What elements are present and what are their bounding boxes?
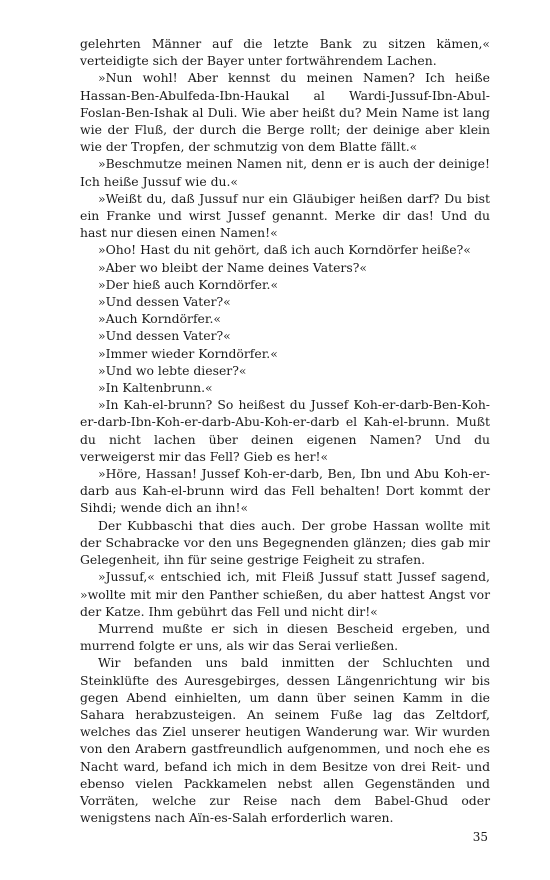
paragraph: »Oho! Hast du nit gehört, daß ich auch Korndörfer heiße?« <box>98 242 471 258</box>
paragraph: »Auch Korndörfer.« <box>98 311 221 327</box>
paragraph: gelehrten Männer auf die letzte Bank zu sitzen kämen,« verteidigte sich der Bayer unter fortwährendem Lachen. <box>80 36 490 69</box>
paragraph: »Nun wohl! Aber kennst du meinen Namen? Ich heiße Hassan-Ben-Abulfeda-Ibn-Haukal al Wardi-Jussuf-Ibn-Abul-Foslan-Ben-Ishak al Duli. Wie aber heißt du? Mein Name ist lang wie der Fluß, der durch die Berge rollt; der deinige aber klein wie der Tropfen, der schmutzig von dem Blatte fällt.« <box>80 70 490 155</box>
paragraph: »Höre, Hassan! Jussef Koh-er-darb, Ben, Ibn und Abu Koh-er-darb aus Kah-el-brunn wird das Fell behalten! Dort kommt der Sihdi; wende dich an ihn!« <box>80 466 490 516</box>
page-body <box>80 35 490 826</box>
paragraph: »In Kaltenbrunn.« <box>98 380 213 396</box>
paragraph: »Und dessen Vater?« <box>98 294 231 310</box>
paragraph: »Der hieß auch Korndörfer.« <box>98 276 279 292</box>
paragraph: Wir befanden uns bald inmitten der Schluchten und Steinklüfte des Auresgebirges, dessen Längenrichtung wir bis gegen Abend einhielten, um dann über seinen Kamm in die Sahara herabzusteigen. An seinem Fuße lag das Zeltdorf, welches das Ziel unserer heutigen Wanderung war. Wir wurden von den Arabern gastfreundlich aufgenommen, und noch ehe es Nacht ward, befand ich mich in dem Besitze von drei Reit- und ebenso vielen Packkamelen nebst allen Gegenständen und Vorräten, welche zur Reise nach dem Babel-Ghud oder wenigstens nach Aïn-es-Salah erforderlich waren. <box>80 655 490 826</box>
paragraph: »Jussuf,« entschied ich, mit Fleiß Jussuf statt Jussef sagend, »wollte mit mir den Panther schießen, du aber hattest Angst vor der Katze. Ihm gebührt das Fell und nicht dir!« <box>80 569 490 619</box>
paragraph: »Weißt du, daß Jussuf nur ein Gläubiger heißen darf? Du bist ein Franke und wirst Jussef genannt. Merke dir das! Und du hast nur diesen einen Namen!« <box>80 190 490 241</box>
paragraph: »Beschmutze meinen Namen nit, denn er is auch der deinige! Ich heiße Jussuf wie du.« <box>80 156 490 189</box>
page-number: 35 <box>472 830 488 844</box>
paragraph: Murrend mußte er sich in diesen Bescheid ergeben, und murrend folgte er uns, als wir das Serai verließen. <box>80 620 490 654</box>
paragraph: »In Kah-el-brunn? So heißest du Jussef Koh-er-darb-Ben-Koh-er-darb-Ibn-Koh-er-darb-Abu-Koh-er-darb el Kah-el-brunn. Mußt du nicht lachen über deinen eigenen Namen? Und du verweigerst mir das Fell? Gieb es her!« <box>80 397 490 464</box>
paragraph: »Immer wieder Korndörfer.« <box>98 345 278 361</box>
paragraph: »Und dessen Vater?« <box>98 328 231 344</box>
paragraph: Der Kubbaschi that dies auch. Der grobe Hassan wollte mit der Schabracke vor den uns Begegnenden glänzen; dies gab mir Gelegenheit, ihn für seine gestrige Feigheit zu strafen. <box>80 517 490 568</box>
paragraph: »Aber wo bleibt der Name deines Vaters?« <box>98 259 367 275</box>
paragraph: »Und wo lebte dieser?« <box>98 362 247 378</box>
